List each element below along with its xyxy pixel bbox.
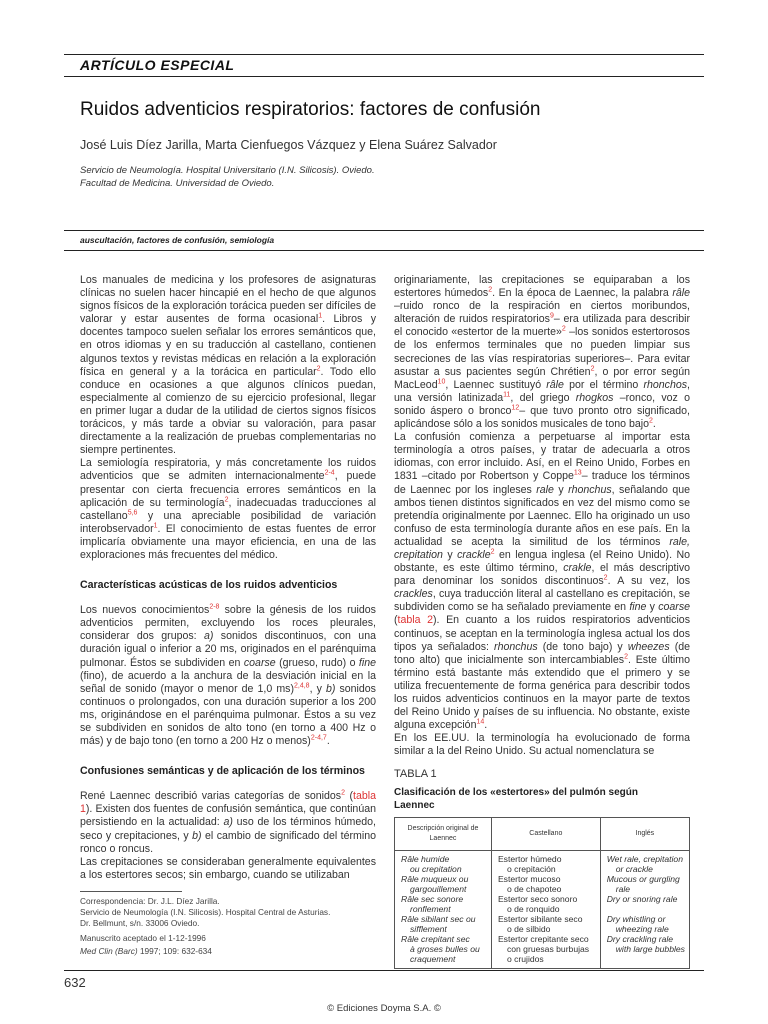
page-number: 632 (64, 975, 86, 990)
reference[interactable]: 2 (490, 548, 495, 556)
table-caption: Clasificación de los «estertores» del pulmón según Laennec (394, 787, 638, 811)
authors: José Luis Díez Jarilla, Marta Cienfuegos Vázquez y Elena Suárez Salvador (80, 138, 497, 152)
laennec-table (394, 817, 690, 969)
paragraph: Los manuales de medicina y los profesores de asignaturas clínicas no suelen hacer hincapié en el hecho de que algunos signos físicos de la exploración torácica pueden ser difíciles de valorar y estar ausentes de forma ocasional$^1$. Libros y docentes tampoco suelen señalar los errores semánticos que, en otros idiomas y en su traducción al castellano, contienen algunos textos y revistas médicas en relación a la exploración física en general y a la torácica en particular$^2$. Todo ello conduce en ocasiones a que algunos clínicos puedan, especialmente al comienzo de su ejercicio profesional, llegar en primer lugar a dudar de la utilidad de ciertos signos físicos torácicos, y más tarde a obviar su valoración, para pasar directamente a la realización de pruebas complementarias no siempre pertinentes. (80, 274, 376, 457)
reference[interactable]: 11 (503, 391, 511, 399)
reference[interactable]: 2,4,8 (293, 682, 310, 690)
reference[interactable]: 2-4,7 (310, 734, 327, 742)
table-cell: Estertor húmedo o crepitación Estertor mucoso o de chapoteo Estertor seco sonoro o de ronquido Estertor sibilante seco o de silbido Estertor crepitante seco con gruesas burbujas o crujidos (491, 851, 600, 969)
table-label: TABLA 1 (394, 768, 437, 780)
table-header: Inglés (600, 818, 689, 851)
table-link[interactable]: tabla 2 (397, 614, 433, 627)
reference[interactable]: 9 (549, 312, 554, 320)
footnote-rule (80, 891, 182, 892)
reference[interactable]: 2-4 (324, 469, 335, 477)
section-heading: Características acústicas de los ruidos adventicios (80, 579, 338, 592)
section-label: ARTÍCULO ESPECIAL (80, 57, 235, 73)
reference[interactable]: 2 (488, 286, 493, 294)
reference[interactable]: 14 (476, 718, 485, 726)
affiliation (80, 164, 375, 190)
footnote-line: Dr. Bellmunt, s/n. 33006 Oviedo. (80, 918, 200, 928)
table-cell: Râle humide ou crepitation Râle muqueux ou gargouillement Râle sec sonore ronflement Râle sibilant sec ou sifflement Râle crepitant sec à groses bulles ou craquement (395, 851, 492, 969)
reference[interactable]: 5,6 (127, 509, 138, 517)
reference[interactable]: 10 (437, 378, 446, 386)
paragraph: René Laennec describió varias categorías de sonidos$^2$ (tabla 1). Existen dos fuentes de confusión semántica, que continúan persistiendo en la actualidad: a) uso de los términos húmedo, seco y crepitaciones, y b) el cambio de significado del término ronco o roncus. (80, 789, 377, 855)
reference[interactable]: 2 (603, 574, 608, 582)
header-rule (64, 76, 704, 77)
paragraph: Las crepitaciones se consideraban generalmente equivalentes a los estertores secos; sin embargo, cuando se utilizaban (80, 855, 376, 881)
reference[interactable]: 1 (318, 312, 323, 320)
reference[interactable]: 2 (341, 789, 346, 797)
paragraph: originariamente, las crepitaciones se equiparaban a los estertores húmedos$^2$. En la época de Laennec, la palabra râle –ruido ronco de la respiración en ciertos moribundos, alteración de ruidos respiratorios$^9$– era utilizada para describir el conocido «estertor de la muerte»$^2$ –los sonidos estertorosos de los enfermos terminales que no pueden limpiar sus secreciones de las vías respiratorias superiores–. Para evitar asustar a sus pacientes según Chrétien$^2$, o por error según MacLeod$^{10}$, Laennec sustituyó râle por el término rhonchos, una versión latinizada$^{11}$, del griego rhogkos –ronco, voz o sonido áspero o bronco$^{12}$– que tuvo pronto otro significado, aplicándose sólo a los sonidos musicales de tono bajo$^2$. (394, 274, 690, 431)
section-heading: Confusiones semánticas y de aplicación de los términos (80, 765, 365, 778)
footnote-line: Correspondencia: Dr. J.L. Díez Jarilla. (80, 896, 220, 906)
bottom-rule (64, 970, 704, 971)
table-header: Descripción original de Laennec (395, 818, 492, 851)
reference[interactable]: 2 (624, 653, 628, 661)
correspondence-footnote (80, 896, 330, 957)
keywords: auscultación, factores de confusión, semiología (80, 235, 275, 245)
reference[interactable]: 2 (649, 417, 653, 425)
keywords-bottom-rule (64, 250, 704, 251)
footnote-line: Manuscrito aceptado el 1-12-1996 (80, 933, 206, 943)
left-column (80, 274, 376, 882)
reference[interactable]: 2 (590, 365, 595, 373)
reference[interactable]: 2 (561, 325, 566, 333)
article-title: Ruidos adventicios respiratorios: factores de confusión (80, 99, 541, 120)
keywords-top-rule (64, 230, 704, 231)
table-cell: Wet rale, crepitation or crackle Mucous or gurgling rale Dry or snoring rale Dry whistling or wheezing rale Dry crackling rale with large bubbles (600, 851, 689, 969)
reference[interactable]: 13 (573, 469, 582, 477)
reference[interactable]: 2 (316, 365, 321, 373)
reference[interactable]: 1 (153, 522, 158, 530)
affiliation-line: Servicio de Neumología. Hospital Universitario (I.N. Silicosis). Oviedo. (80, 165, 375, 176)
citation: Med Clin (Barc) 1997; 109: 632-634 (80, 946, 212, 956)
table-link[interactable]: tabla 1 (80, 790, 376, 816)
reference[interactable]: 2 (224, 496, 229, 504)
paragraph: En los EE.UU. la terminología ha evolucionado de forma similar a la del Reino Unido. Su actual nomenclatura se (394, 732, 690, 758)
paragraph: La confusión comienza a perpetuarse al importar esta terminología a otros países, y tratar de adecuarla a otros idiomas, con error incluido. Así, en el Reino Unido, Forbes en 1831 –citado por Robertson y Coppe$^{13}$– traduce los términos de Laennec por los ingleses rale y rhonchus, señalando que ambos tienen distintos significados en vez del mismo como se pretendía originalmente por Laennec. Ello ha originado un uso confuso de esta terminología durante años en ese país. En la actualidad se acepta la similitud de los términos rale, crepitation y crackle$^2$ en lengua inglesa (el Reino Unido). No obstante, es este último término, crakle, el más descriptivo para denominar los sonidos discontinuos$^2$. A su vez, los crackles, cuya traducción literal al castellano es crepitación, se subdividen como se ha señalado previamente en fine y coarse (tabla 2). En cuanto a los ruidos respiratorios adventicios continuos, se aceptan en la terminología inglesa actual los dos tipos ya señalados: rhonchus (de tono bajo) y wheezes (de tono alto) que inicialmente son intercambiables$^2$. Este último término está bastante más extendido que el primero y se utiliza frecuentemente de forma genérica para describir todos los ruidos adventicios continuos en la mayor parte de textos del Reino Unido y países de su influencia. No obstante, existe alguna excepción$^{14}$. (394, 431, 691, 732)
paragraph: La semiología respiratoria, y más concretamente los ruidos adventicios que se admiten internacionalmente$^{2-4}$, puede presentar con cierta frecuencia errores semánticos en la aplicación de su terminología$^2$, inadecuadas traducciones al castellano$^{5,6}$ y una apreciable posibilidad de variación interobservador$^1$. El conocimiento de estas fuentes de error implicaría obviamente una mayor eficiencia, en una de las exploraciones más frecuentes del médico. (80, 457, 377, 561)
top-rule (64, 54, 704, 55)
affiliation-line: Facultad de Medicina. Universidad de Oviedo. (80, 178, 275, 189)
reference[interactable]: 12 (511, 404, 520, 412)
footnote-line: Servicio de Neumología (I.N. Silicosis). Hospital Central de Asturias. (80, 907, 331, 917)
table-header: Castellano (491, 818, 600, 851)
paragraph: Los nuevos conocimientos$^{2-8}$ sobre la génesis de los ruidos adventicios permiten, excluyendo los roces pleurales, considerar dos grupos: a) sonidos discontinuos, con una duración igual o inferior a 20 ms, originados en el parénquima pulmonar. Éstos se subdividen en coarse (grueso, rudo) o fine (fino), de acuerdo a la anchura de la desviación inicial en la señal de sonido (mayor o menor de 1,0 ms)$^{2,4,8}$, y b) sonidos continuos o prolongados, con una duración superior a los 200 ms, originándose en el parénquima pulmonar. Éstos a su vez se subdividen en sonidos de alto tono (en torno a 400 Hz o más) y de bajo tono (en torno a 200 Hz o menos)$^{2-4,7}$. (80, 603, 377, 748)
right-column (394, 274, 690, 758)
copyright: © Ediciones Doyma S.A. © (327, 1003, 441, 1014)
reference[interactable]: 2-8 (209, 603, 220, 611)
